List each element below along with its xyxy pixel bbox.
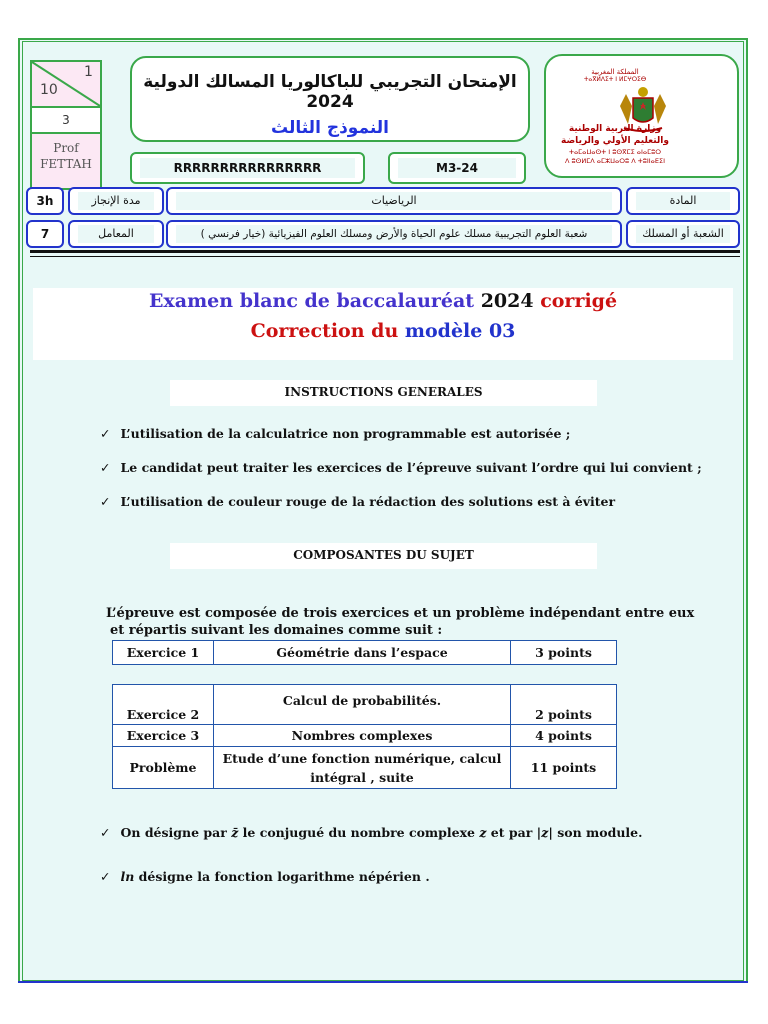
duration-value: 3h xyxy=(26,187,64,215)
subject-value-cell xyxy=(166,187,622,215)
stream-label-cell xyxy=(626,220,740,248)
ministry-tfng-line1: ⵜⴰⵎⴰⵡⴰⵙⵜ ⵏ ⵓⵙⴳⵎⵉ ⴰⵏⴰⵎⵓⵔ xyxy=(568,148,662,156)
note1-part-c: et par xyxy=(486,825,537,840)
instruction-text-1: L’utilisation de la calculatrice non programmable est autorisée ; xyxy=(120,426,571,441)
note-ln xyxy=(100,869,430,884)
exercise-points: 4 points xyxy=(511,725,617,747)
components-table-1 xyxy=(112,640,617,665)
exercise-name: Exercice 3 xyxy=(113,725,214,747)
header-separator-thick xyxy=(30,250,740,253)
composantes-heading: COMPOSANTES DU SUJET xyxy=(170,543,597,569)
grade-box xyxy=(30,60,102,190)
table-row xyxy=(113,747,617,789)
ministry-logo-box xyxy=(544,54,739,178)
subject-label-cell xyxy=(626,187,740,215)
exercise-domain: Calcul de probabilités. xyxy=(214,685,511,725)
exercise-points: 11 points xyxy=(511,747,617,789)
table-row xyxy=(113,641,617,665)
domain-line1: Etude d’une fonction numérique, calcul xyxy=(222,750,502,766)
title-part-corrige: corrigé xyxy=(533,290,618,312)
note2-rest: désigne la fonction logarithme népérien . xyxy=(134,869,430,884)
grade-score xyxy=(32,62,100,108)
kingdom-ar: المملكة المغربية xyxy=(591,68,639,76)
exercise-name: Exercice 2 xyxy=(113,685,214,725)
instruction-item xyxy=(100,460,702,475)
title-ar-line2: النموذج الثالث xyxy=(270,118,389,138)
instruction-item xyxy=(100,494,615,509)
coef-label-cell xyxy=(68,220,164,248)
note1-part-b: le conjugué du nombre complexe xyxy=(238,825,480,840)
grade-numerator: 10 xyxy=(40,82,58,98)
coef-label: المعامل xyxy=(78,225,154,243)
stream-label: الشعبة أو المسلك xyxy=(636,225,730,243)
ministry-ar-line1: وزارة التربية الوطنية xyxy=(568,124,662,134)
table-row xyxy=(113,725,617,747)
grade-middle: 3 xyxy=(32,108,100,134)
title-part-exam: Examen blanc de baccalauréat xyxy=(148,290,481,312)
header-separator-thin xyxy=(30,256,740,257)
note1-z: z xyxy=(479,825,487,840)
note-conjugate xyxy=(100,825,643,840)
candidate-name-value: RRRRRRRRRRRRRRRR xyxy=(140,158,355,178)
exam-title-box xyxy=(33,288,733,360)
bottom-rule xyxy=(18,981,748,983)
components-table-2 xyxy=(112,684,617,789)
kingdom-tfng: ⵜⴰⴳⵍⴷⵉⵜ ⵏ ⵍⵎⵖⵔⵉⴱ xyxy=(583,76,647,83)
ministry-tfng-line2: ⴷ ⵓⵙⵍⵎⴷ ⴰⵎⵣⵡⴰⵔⵓ ⴷ ⵜⵓⵏⵏⴰⴹⵉⵏ xyxy=(565,157,665,165)
table-row xyxy=(113,685,617,725)
exercise-domain: Nombres complexes xyxy=(214,725,511,747)
coef-value: 7 xyxy=(26,220,64,248)
composantes-intro-line1: L’épreuve est composée de trois exercices et un problème indépendant entre eux xyxy=(106,606,695,621)
domain-line2: intégral , suite xyxy=(310,769,414,785)
note1-zbar: z̄ xyxy=(231,825,239,840)
prof-line1: Prof xyxy=(53,141,79,155)
title-ar-line1: الإمتحان التجريبي للباكالوريا المسالك الدولية 2024 xyxy=(143,72,517,112)
check-icon: ✓ xyxy=(100,825,111,840)
composantes-intro-line2: et répartis suivant les domaines comme suit : xyxy=(110,623,443,638)
stream-value: شعبة العلوم التجريبية مسلك علوم الحياة والأرض ومسلك العلوم الفيزيائية (خيار فرنسي ) xyxy=(176,225,612,243)
check-icon: ✓ xyxy=(100,426,111,441)
exam-title-ar-box xyxy=(130,56,530,142)
prof-line2: FETTAH xyxy=(40,157,92,171)
page-inner-frame xyxy=(22,41,744,981)
exercise-name: Problème xyxy=(113,747,214,789)
exam-title-line2 xyxy=(33,320,733,342)
check-icon: ✓ xyxy=(100,494,111,509)
exercise-domain: Géométrie dans l’espace xyxy=(214,641,511,665)
grade-denominator: 1 xyxy=(84,64,93,80)
note1-part-a: On désigne par xyxy=(120,825,232,840)
exercise-name: Exercice 1 xyxy=(113,641,214,665)
instruction-text-2: Le candidat peut traiter les exercices de l’épreuve suivant l’ordre qui lui convient ; xyxy=(120,460,702,475)
exam-code-value: M3-24 xyxy=(398,158,516,178)
check-icon: ✓ xyxy=(100,869,111,884)
exam-title-line1 xyxy=(33,290,733,312)
note2-ln: ln xyxy=(120,869,135,884)
subject-label: المادة xyxy=(636,192,730,210)
prof-label xyxy=(32,134,100,188)
check-icon: ✓ xyxy=(100,460,111,475)
note1-part-d: son module. xyxy=(552,825,643,840)
note1-modulus: |z| xyxy=(536,825,553,840)
title-part-model: modèle 03 xyxy=(404,320,516,342)
duration-label-cell xyxy=(68,187,164,215)
candidate-name-field xyxy=(130,152,365,184)
duration-label: مدة الإنجاز xyxy=(78,192,154,210)
instruction-text-3: L’utilisation de couleur rouge de la rédaction des solutions est à éviter xyxy=(120,494,616,509)
subject-value: الرياضيات xyxy=(176,192,612,210)
ministry-ar-line2: والتعليم الأولي والرياضة xyxy=(561,136,669,146)
stream-value-cell xyxy=(166,220,622,248)
exercise-domain xyxy=(214,747,511,789)
exercise-points: 3 points xyxy=(511,641,617,665)
title-part-correction: Correction du xyxy=(250,320,405,342)
exercise-points: 2 points xyxy=(511,685,617,725)
title-part-year: 2024 xyxy=(480,290,534,312)
instructions-heading: INSTRUCTIONS GENERALES xyxy=(170,380,597,406)
instruction-item xyxy=(100,426,570,441)
exam-code-field xyxy=(388,152,526,184)
